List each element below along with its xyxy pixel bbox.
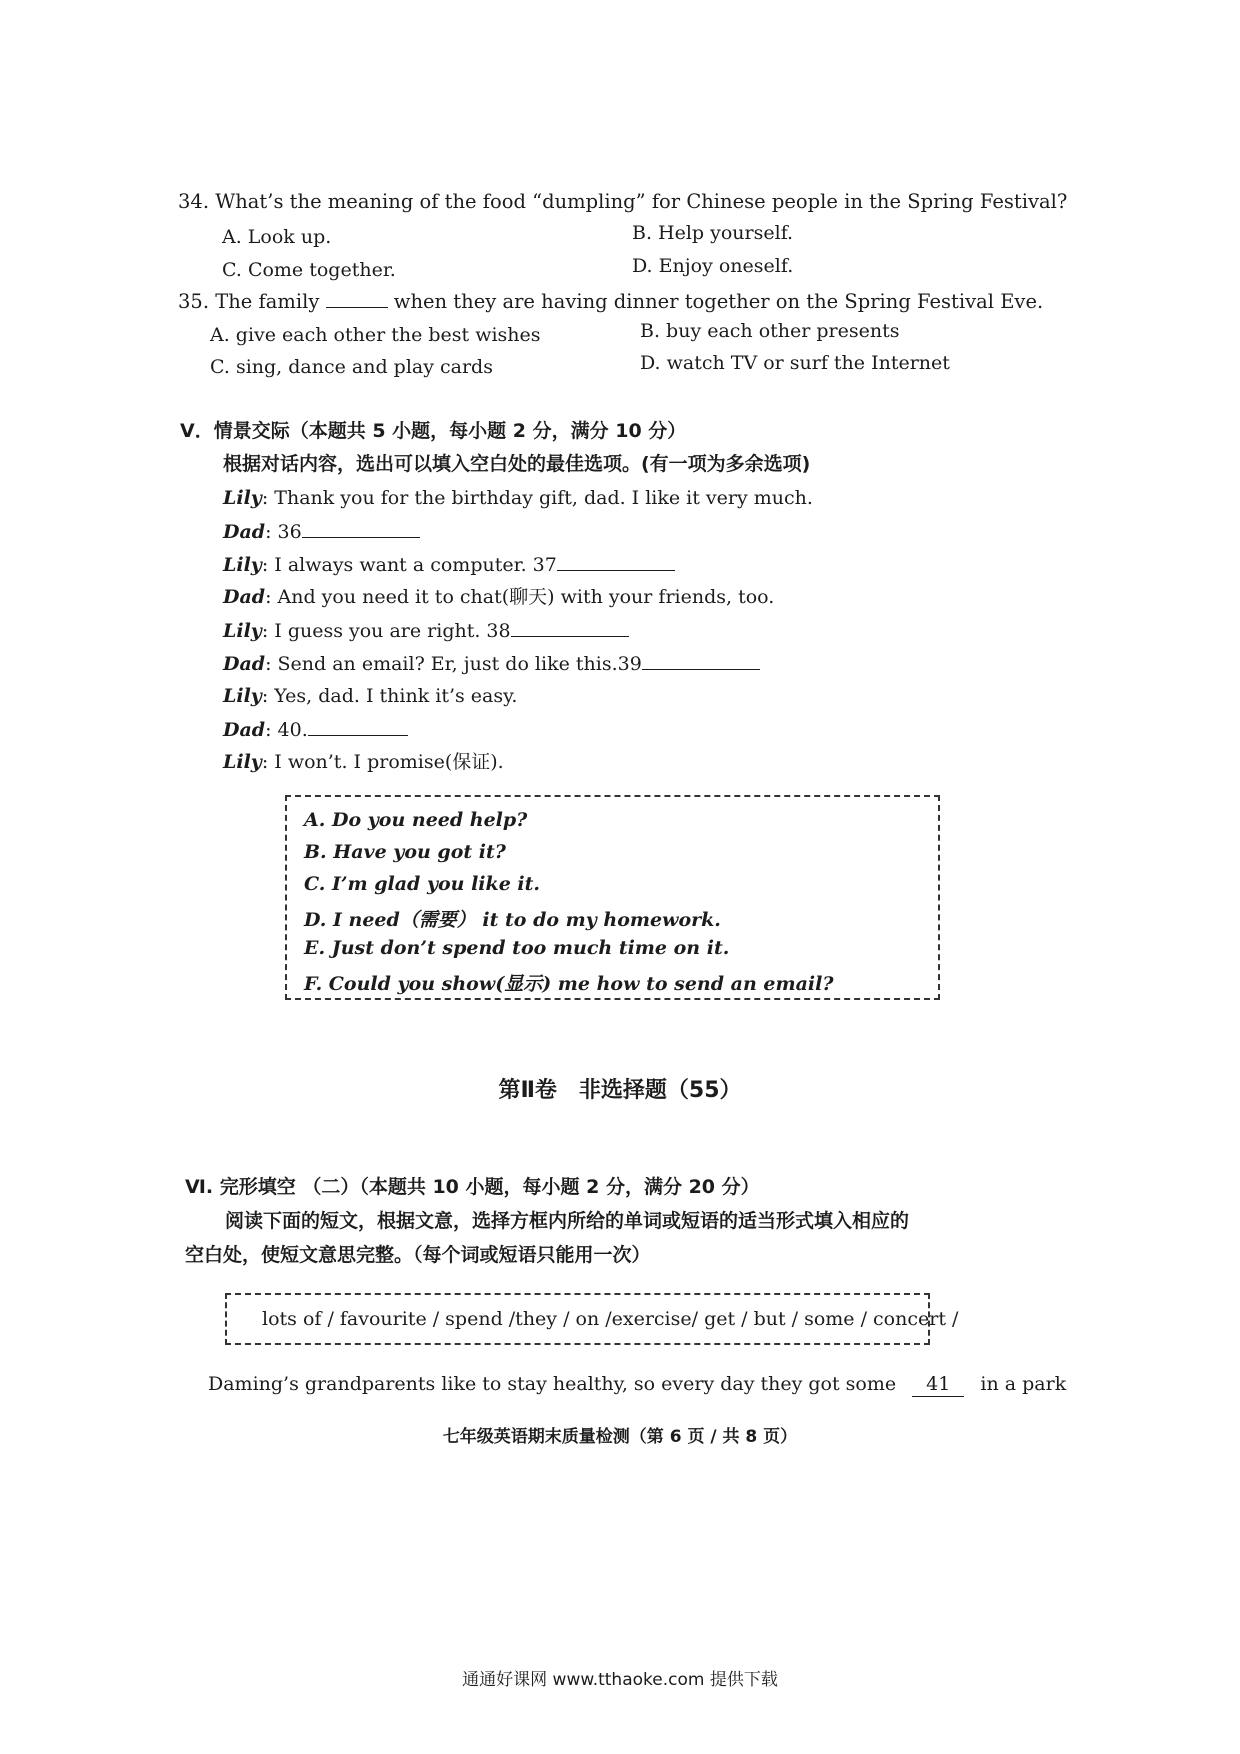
answer-blank-39[interactable] [642, 651, 760, 670]
q35-option-c: C. sing, dance and play cards [210, 356, 493, 378]
passage-after: in a park [980, 1373, 1067, 1395]
dialogue-text: : Yes, dad. I think it’s easy. [261, 685, 518, 707]
speaker: Lily [223, 685, 262, 707]
answer-blank-41[interactable]: 41 [912, 1372, 964, 1397]
q35-option-d: D. watch TV or surf the Internet [640, 352, 950, 374]
dialogue-text: : 36 [265, 521, 302, 543]
q35-stem-before: 35. The family [178, 290, 320, 313]
dialogue-line-2 [223, 519, 420, 544]
section6-instruction-2: 空白处，使短文意思完整。（每个词或短语只能用一次） [185, 1244, 651, 1266]
dialogue-text: : 40. [265, 719, 308, 741]
answer-blank-38[interactable] [511, 618, 629, 637]
dialogue-line-5 [223, 618, 629, 643]
dialogue-text: : And you need it to chat(聊天) with your friends, too. [265, 586, 775, 608]
section6-heading: Ⅵ. 完形填空 （二）（本题共 10 小题，每小题 2 分，满分 20 分） [185, 1176, 760, 1198]
choice-d: D. I need（需要） it to do my homework. [304, 909, 721, 931]
q35-stem-after: when they are having dinner together on the Spring Festival Eve. [393, 290, 1044, 313]
passage-before: Daming’s grandparents like to stay healthy, so every day they got some [208, 1373, 897, 1395]
dialogue-text: : Send an email? Er, just do like this.39 [265, 653, 642, 675]
speaker: Lily [223, 620, 262, 642]
watermark-footer: 通通好课网 www.tthaoke.com 提供下载 [462, 1670, 778, 1690]
choice-e: E. Just don’t spend too much time on it. [304, 937, 730, 959]
speaker: Dad [223, 586, 266, 608]
speaker: Dad [223, 653, 266, 675]
section5-instruction: 根据对话内容，选出可以填入空白处的最佳选项。(有一项为多余选项) [223, 453, 811, 475]
q35-stem [178, 289, 1043, 314]
section5-heading: V．情景交际（本题共 5 小题，每小题 2 分，满分 10 分） [180, 420, 687, 442]
word-bank-box [225, 1293, 959, 1345]
passage-line [208, 1372, 1066, 1397]
dialogue-line-1 [223, 486, 813, 510]
q34-stem: 34. What’s the meaning of the food “dumpling” for Chinese people in the Spring Festival? [178, 190, 1068, 213]
choice-a: A. Do you need help? [304, 809, 528, 831]
q34-option-d: D. Enjoy oneself. [632, 255, 794, 277]
dialogue-text: : I guess you are right. 38 [261, 620, 511, 642]
speaker: Lily [223, 751, 262, 773]
choice-c: C. I’m glad you like it. [304, 873, 541, 895]
choices-box [285, 795, 940, 1000]
dialogue-line-7 [223, 684, 517, 708]
section6-instruction-1: 阅读下面的短文，根据文意，选择方框内所给的单词或短语的适当形式填入相应的 [225, 1210, 910, 1232]
dialogue-line-4 [223, 585, 774, 609]
page-footer: 七年级英语期末质量检测（第 6 页 / 共 8 页） [442, 1427, 798, 1447]
q35-option-b: B. buy each other presents [640, 320, 900, 342]
dialogue-line-8 [223, 717, 408, 742]
answer-blank-36[interactable] [302, 519, 420, 538]
speaker: Lily [223, 554, 262, 576]
speaker: Lily [223, 487, 262, 509]
dialogue-text: : I always want a computer. 37 [261, 554, 557, 576]
q34-option-c: C. Come together. [222, 259, 396, 281]
dialogue-text: : Thank you for the birthday gift, dad. I like it very much. [261, 487, 813, 509]
word-bank: lots of / favourite / spend /they / on /exercise/ get / but / some / concert / [262, 1308, 959, 1330]
q34-option-b: B. Help yourself. [632, 222, 794, 244]
dialogue-line-3 [223, 552, 675, 577]
answer-blank-40[interactable] [308, 717, 408, 736]
choice-b: B. Have you got it? [304, 841, 506, 863]
dialogue-line-6 [223, 651, 760, 676]
speaker: Dad [223, 719, 266, 741]
part2-title: 第Ⅱ卷 非选择题（55） [498, 1078, 742, 1103]
choice-f: F. Could you show(显示) me how to send an email? [304, 973, 834, 995]
speaker: Dad [223, 521, 266, 543]
dialogue-text: : I won’t. I promise(保证). [261, 751, 504, 773]
answer-blank-37[interactable] [557, 552, 675, 571]
q34-option-a: A. Look up. [222, 226, 332, 248]
q35-option-a: A. give each other the best wishes [210, 324, 541, 346]
dialogue-line-9 [223, 750, 504, 774]
q35-blank [326, 289, 388, 308]
